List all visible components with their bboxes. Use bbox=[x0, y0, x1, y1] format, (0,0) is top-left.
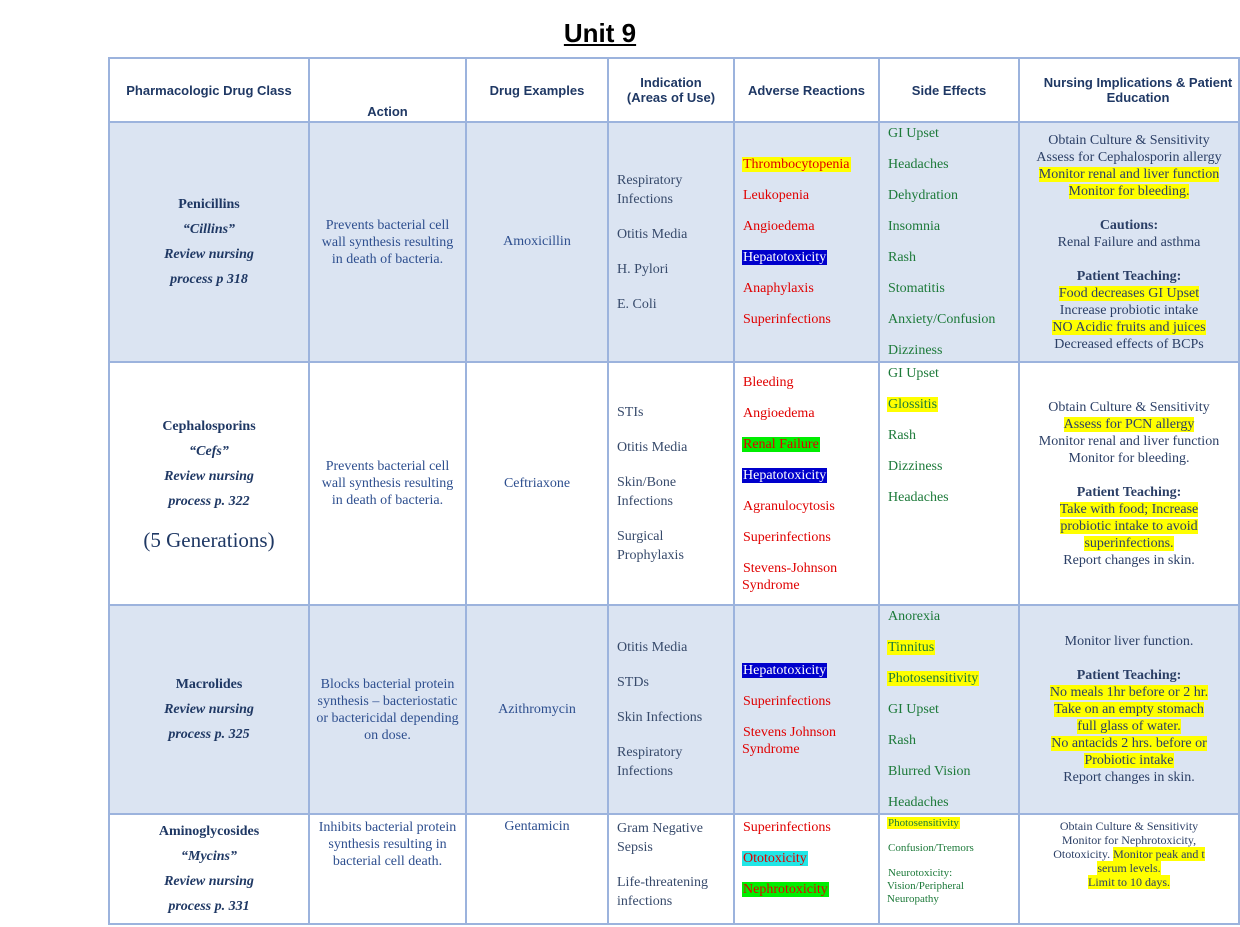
drug-class-nickname: “Cefs” bbox=[189, 444, 229, 459]
side-effect-text: Confusion/Tremors bbox=[888, 842, 974, 854]
drug-class-cell bbox=[109, 362, 309, 605]
nursing-heading bbox=[1022, 268, 1236, 285]
adverse-reaction-item bbox=[742, 529, 871, 546]
drug-class-name: Macrolides bbox=[175, 677, 243, 692]
side-effects-cell bbox=[879, 605, 1019, 814]
indication-item: H. Pylori bbox=[617, 261, 669, 277]
nursing-text: Assess for PCN allergy bbox=[1063, 416, 1195, 432]
side-effect-item bbox=[887, 187, 1011, 204]
side-effect-item bbox=[887, 867, 1011, 906]
adverse-reaction-text: Stevens Johnson Syndrome bbox=[742, 724, 836, 757]
adverse-reaction-text: Anaphylaxis bbox=[743, 281, 814, 296]
side-effect-text: Anxiety/Confusion bbox=[888, 312, 996, 327]
review-page: process p. 331 bbox=[168, 899, 250, 914]
nursing-text: Patient Teaching: bbox=[1076, 268, 1182, 284]
side-effect-item bbox=[887, 427, 1011, 444]
side-effect-item bbox=[887, 342, 1011, 359]
nursing-line bbox=[1022, 633, 1236, 650]
adverse-reaction-text: Leukopenia bbox=[743, 188, 810, 203]
side-effect-item bbox=[887, 458, 1011, 475]
review-page: process p. 325 bbox=[168, 727, 250, 742]
side-effect-text: GI Upset bbox=[888, 126, 939, 141]
indication-cell bbox=[608, 122, 734, 362]
side-effect-item bbox=[887, 842, 1011, 855]
side-effect-item bbox=[887, 396, 1011, 413]
indication-cell bbox=[608, 814, 734, 924]
drug-example-cell: Ceftriaxone bbox=[466, 362, 608, 605]
generations-note: (5 Generations) bbox=[143, 528, 275, 552]
nursing-implications-cell bbox=[1019, 605, 1239, 814]
adverse-reaction-item bbox=[742, 436, 871, 453]
nursing-line bbox=[1022, 861, 1236, 875]
adverse-reaction-item bbox=[742, 662, 871, 679]
drug-class-cell bbox=[109, 122, 309, 362]
header-indication: Indication (Areas of Use) bbox=[608, 58, 734, 122]
nursing-line bbox=[1022, 769, 1236, 786]
nursing-text: probiotic intake to avoid bbox=[1060, 518, 1198, 534]
indication-item: Otitis Media bbox=[617, 226, 688, 242]
nursing-line bbox=[1022, 752, 1236, 769]
nursing-text: Ototoxicity. bbox=[1053, 847, 1114, 861]
adverse-reaction-text: Ototoxicity bbox=[743, 851, 807, 866]
side-effect-text: Photosensitivity bbox=[888, 671, 979, 686]
nursing-line bbox=[1022, 847, 1236, 861]
drug-example-cell: Azithromycin bbox=[466, 605, 608, 814]
indication-cell bbox=[608, 605, 734, 814]
nursing-line bbox=[1022, 302, 1236, 319]
adverse-reaction-item bbox=[742, 311, 871, 328]
side-effect-item bbox=[887, 794, 1011, 811]
indication-item: Skin Infections bbox=[617, 710, 703, 725]
adverse-reaction-item bbox=[742, 850, 871, 867]
action-cell: Prevents bacterial cell wall synthesis resulting in death of bacteria. bbox=[309, 362, 466, 605]
side-effects-cell bbox=[879, 814, 1019, 924]
adverse-reaction-text: Thrombocytopenia bbox=[743, 157, 850, 172]
adverse-reaction-item bbox=[742, 187, 871, 204]
side-effect-text: Photosensitivity bbox=[888, 817, 959, 829]
side-effect-item bbox=[887, 608, 1011, 625]
side-effect-text: Blurred Vision bbox=[888, 764, 971, 779]
nursing-text: full glass of water. bbox=[1077, 719, 1181, 734]
nursing-heading bbox=[1022, 484, 1236, 501]
adverse-reaction-item bbox=[742, 819, 871, 836]
nursing-line bbox=[1022, 701, 1236, 718]
nursing-line bbox=[1022, 684, 1236, 701]
spacer bbox=[1022, 200, 1236, 217]
nursing-text: Cautions: bbox=[1099, 217, 1159, 233]
adverse-reaction-item bbox=[742, 218, 871, 235]
nursing-text: Food decreases GI Upset bbox=[1058, 285, 1200, 301]
indication-item: STIs bbox=[617, 404, 644, 420]
review-page: process p 318 bbox=[170, 272, 248, 287]
nursing-heading bbox=[1022, 217, 1236, 234]
nursing-line bbox=[1022, 450, 1236, 467]
nursing-line bbox=[1022, 552, 1236, 569]
nursing-line bbox=[1022, 234, 1236, 251]
nursing-text: Patient Teaching: bbox=[1076, 668, 1182, 683]
side-effect-item bbox=[887, 365, 1011, 382]
nursing-line bbox=[1022, 875, 1236, 889]
nursing-text: superinfections. bbox=[1084, 535, 1174, 551]
adverse-reactions-cell bbox=[734, 605, 879, 814]
review-line: Review nursing bbox=[164, 469, 254, 484]
header-drug-class: Pharmacologic Drug Class bbox=[109, 58, 309, 122]
drug-class-cell bbox=[109, 605, 309, 814]
side-effect-text: Insomnia bbox=[888, 219, 941, 234]
nursing-text: Decreased effects of BCPs bbox=[1054, 336, 1204, 352]
indication-item: Respiratory Infections bbox=[617, 745, 683, 779]
adverse-reaction-text: Superinfections bbox=[743, 820, 831, 835]
side-effect-text: Anorexia bbox=[888, 609, 941, 624]
nursing-text: Patient Teaching: bbox=[1076, 484, 1182, 500]
review-line: Review nursing bbox=[164, 702, 254, 717]
nursing-line bbox=[1022, 319, 1236, 336]
drug-example-cell: Gentamicin bbox=[466, 814, 608, 924]
nursing-text: Obtain Culture & Sensitivity bbox=[1059, 819, 1199, 833]
drug-class-name: Aminoglycosides bbox=[158, 824, 260, 839]
review-page: process p. 322 bbox=[168, 494, 250, 509]
side-effect-item bbox=[887, 311, 1011, 328]
adverse-reaction-text: Superinfections bbox=[743, 693, 831, 709]
side-effect-text: Rash bbox=[888, 250, 916, 265]
adverse-reaction-item bbox=[742, 405, 871, 422]
nursing-line bbox=[1022, 399, 1236, 416]
adverse-reaction-text: Hepatotoxicity bbox=[743, 467, 827, 483]
nursing-text: Limit to 10 days. bbox=[1088, 875, 1170, 889]
indication-item: STDs bbox=[617, 675, 649, 690]
spacer bbox=[1022, 650, 1236, 667]
adverse-reaction-text: Agranulocytosis bbox=[743, 498, 835, 514]
indication-item: Gram Negative Sepsis bbox=[617, 821, 703, 855]
spacer bbox=[1022, 251, 1236, 268]
side-effect-item bbox=[887, 701, 1011, 718]
header-side-effects: Side Effects bbox=[879, 58, 1019, 122]
adverse-reaction-text: Angioedema bbox=[743, 219, 815, 234]
adverse-reaction-text: Hepatotoxicity bbox=[743, 662, 827, 678]
adverse-reaction-item bbox=[742, 498, 871, 515]
indication-item: Otitis Media bbox=[617, 439, 688, 455]
header-adverse-reactions: Adverse Reactions bbox=[734, 58, 879, 122]
nursing-line bbox=[1022, 416, 1236, 433]
nursing-text: Probiotic intake bbox=[1084, 753, 1174, 768]
nursing-implications-cell bbox=[1019, 362, 1239, 605]
adverse-reaction-text: Renal Failure bbox=[743, 436, 819, 452]
nursing-line bbox=[1022, 833, 1236, 847]
adverse-reactions-cell bbox=[734, 122, 879, 362]
nursing-line bbox=[1022, 433, 1236, 450]
drug-class-name: Penicillins bbox=[178, 197, 240, 212]
nursing-line bbox=[1022, 735, 1236, 752]
adverse-reaction-text: Nephrotoxicity bbox=[743, 882, 828, 897]
nursing-text-highlight: Monitor peak and t bbox=[1113, 847, 1205, 861]
nursing-line bbox=[1022, 518, 1236, 535]
nursing-text: Monitor renal and liver function bbox=[1038, 433, 1220, 449]
adverse-reactions-cell bbox=[734, 814, 879, 924]
adverse-reaction-item bbox=[742, 467, 871, 484]
drug-example-cell: Amoxicillin bbox=[466, 122, 608, 362]
adverse-reaction-item bbox=[742, 156, 871, 173]
side-effect-item bbox=[887, 156, 1011, 173]
header-drug-examples: Drug Examples bbox=[466, 58, 608, 122]
page-title: Unit 9 bbox=[563, 18, 637, 48]
header-action: Action bbox=[309, 58, 466, 122]
header-row bbox=[109, 58, 1239, 122]
adverse-reactions-cell bbox=[734, 362, 879, 605]
nursing-text: Monitor liver function. bbox=[1064, 634, 1194, 649]
table-row bbox=[109, 814, 1239, 924]
adverse-reaction-item bbox=[742, 693, 871, 710]
side-effects-cell bbox=[879, 362, 1019, 605]
nursing-text: Increase probiotic intake bbox=[1059, 302, 1199, 318]
nursing-text: Monitor for Nephrotoxicity, bbox=[1061, 833, 1197, 847]
nursing-line bbox=[1022, 501, 1236, 518]
table-row bbox=[109, 605, 1239, 814]
adverse-reaction-text: Superinfections bbox=[743, 312, 831, 327]
nursing-heading bbox=[1022, 667, 1236, 684]
nursing-text: Monitor for bleeding. bbox=[1068, 450, 1190, 466]
drug-class-table bbox=[108, 57, 1240, 925]
drug-class-nickname: “Cillins” bbox=[182, 222, 236, 237]
nursing-implications-cell bbox=[1019, 122, 1239, 362]
side-effect-item bbox=[887, 763, 1011, 780]
side-effect-text: Stomatitis bbox=[888, 281, 945, 296]
table-row bbox=[109, 362, 1239, 605]
nursing-text: No meals 1hr before or 2 hr. bbox=[1049, 685, 1209, 700]
spacer bbox=[1022, 467, 1236, 484]
indication-item: Otitis Media bbox=[617, 640, 688, 655]
review-line: Review nursing bbox=[164, 247, 254, 262]
side-effect-item bbox=[887, 218, 1011, 235]
nursing-line bbox=[1022, 285, 1236, 302]
side-effect-text: Rash bbox=[888, 733, 916, 748]
nursing-line bbox=[1022, 535, 1236, 552]
review-line: Review nursing bbox=[164, 874, 254, 889]
indication-item: Skin/Bone Infections bbox=[617, 474, 677, 509]
nursing-line bbox=[1022, 149, 1236, 166]
nursing-line bbox=[1022, 166, 1236, 183]
side-effect-text: Headaches bbox=[888, 490, 949, 505]
side-effect-text: Glossitis bbox=[888, 397, 938, 412]
nursing-text: NO Acidic fruits and juices bbox=[1052, 319, 1206, 335]
adverse-reaction-item bbox=[742, 560, 871, 594]
nursing-text: Take with food; Increase bbox=[1059, 501, 1199, 517]
side-effect-text: GI Upset bbox=[888, 366, 939, 381]
indication-item: E. Coli bbox=[617, 296, 657, 312]
side-effect-item bbox=[887, 249, 1011, 266]
adverse-reaction-text: Hepatotoxicity bbox=[743, 250, 827, 265]
nursing-text: Obtain Culture & Sensitivity bbox=[1048, 132, 1210, 148]
side-effect-text: Tinnitus bbox=[888, 640, 935, 655]
nursing-text: Take on an empty stomach bbox=[1054, 702, 1204, 717]
nursing-text: Report changes in skin. bbox=[1063, 552, 1195, 568]
nursing-text: Assess for Cephalosporin allergy bbox=[1036, 149, 1222, 165]
nursing-text: Obtain Culture & Sensitivity bbox=[1048, 399, 1210, 415]
action-cell: Prevents bacterial cell wall synthesis resulting in death of bacteria. bbox=[309, 122, 466, 362]
drug-class-name: Cephalosporins bbox=[162, 419, 256, 434]
adverse-reaction-text: Bleeding bbox=[743, 374, 794, 390]
side-effect-text: GI Upset bbox=[888, 702, 939, 717]
side-effect-text: Dehydration bbox=[888, 188, 958, 203]
side-effect-text: Headaches bbox=[888, 795, 949, 810]
adverse-reaction-item bbox=[742, 249, 871, 266]
side-effect-item bbox=[887, 817, 1011, 830]
indication-item: Respiratory Infections bbox=[617, 172, 683, 207]
drug-class-cell bbox=[109, 814, 309, 924]
side-effect-text: Neurotoxicity: Vision/Peripheral Neuropathy bbox=[887, 867, 964, 905]
adverse-reaction-item bbox=[742, 374, 871, 391]
header-nursing-implications: Nursing Implications & Patient Education bbox=[1019, 58, 1239, 122]
nursing-text: Monitor renal and liver function bbox=[1038, 166, 1220, 182]
table-row bbox=[109, 122, 1239, 362]
table-body bbox=[109, 122, 1239, 924]
adverse-reaction-text: Superinfections bbox=[743, 529, 831, 545]
side-effects-cell bbox=[879, 122, 1019, 362]
nursing-text: No antacids 2 hrs. before or bbox=[1051, 736, 1207, 751]
drug-table-container bbox=[108, 57, 1233, 914]
indication-item: Surgical Prophylaxis bbox=[617, 528, 684, 563]
side-effect-item bbox=[887, 125, 1011, 142]
nursing-text: Monitor for bleeding. bbox=[1068, 183, 1190, 199]
nursing-line bbox=[1022, 183, 1236, 200]
side-effect-item bbox=[887, 732, 1011, 749]
nursing-line bbox=[1022, 336, 1236, 353]
nursing-text: Report changes in skin. bbox=[1063, 770, 1195, 785]
side-effect-item bbox=[887, 489, 1011, 506]
adverse-reaction-item bbox=[742, 724, 871, 758]
side-effect-item bbox=[887, 280, 1011, 297]
indication-cell bbox=[608, 362, 734, 605]
nursing-text: serum levels. bbox=[1097, 861, 1161, 875]
adverse-reaction-item bbox=[742, 280, 871, 297]
side-effect-text: Rash bbox=[888, 428, 916, 443]
side-effect-text: Dizziness bbox=[888, 343, 943, 358]
nursing-implications-cell bbox=[1019, 814, 1239, 924]
action-cell: Blocks bacterial protein synthesis – bacteriostatic or bactericidal depending on dose. bbox=[309, 605, 466, 814]
adverse-reaction-text: Stevens-Johnson Syndrome bbox=[742, 560, 838, 593]
nursing-line bbox=[1022, 819, 1236, 833]
indication-item: Life-threatening infections bbox=[617, 875, 708, 909]
side-effect-text: Dizziness bbox=[888, 459, 943, 474]
nursing-text: Renal Failure and asthma bbox=[1057, 234, 1201, 250]
side-effect-item bbox=[887, 639, 1011, 656]
adverse-reaction-item bbox=[742, 881, 871, 898]
nursing-line bbox=[1022, 718, 1236, 735]
nursing-line bbox=[1022, 132, 1236, 149]
action-cell: Inhibits bacterial protein synthesis resulting in bacterial cell death. bbox=[309, 814, 466, 924]
side-effect-item bbox=[887, 670, 1011, 687]
drug-class-nickname: “Mycins” bbox=[181, 849, 237, 864]
adverse-reaction-text: Angioedema bbox=[743, 405, 815, 421]
side-effect-text: Headaches bbox=[888, 157, 949, 172]
